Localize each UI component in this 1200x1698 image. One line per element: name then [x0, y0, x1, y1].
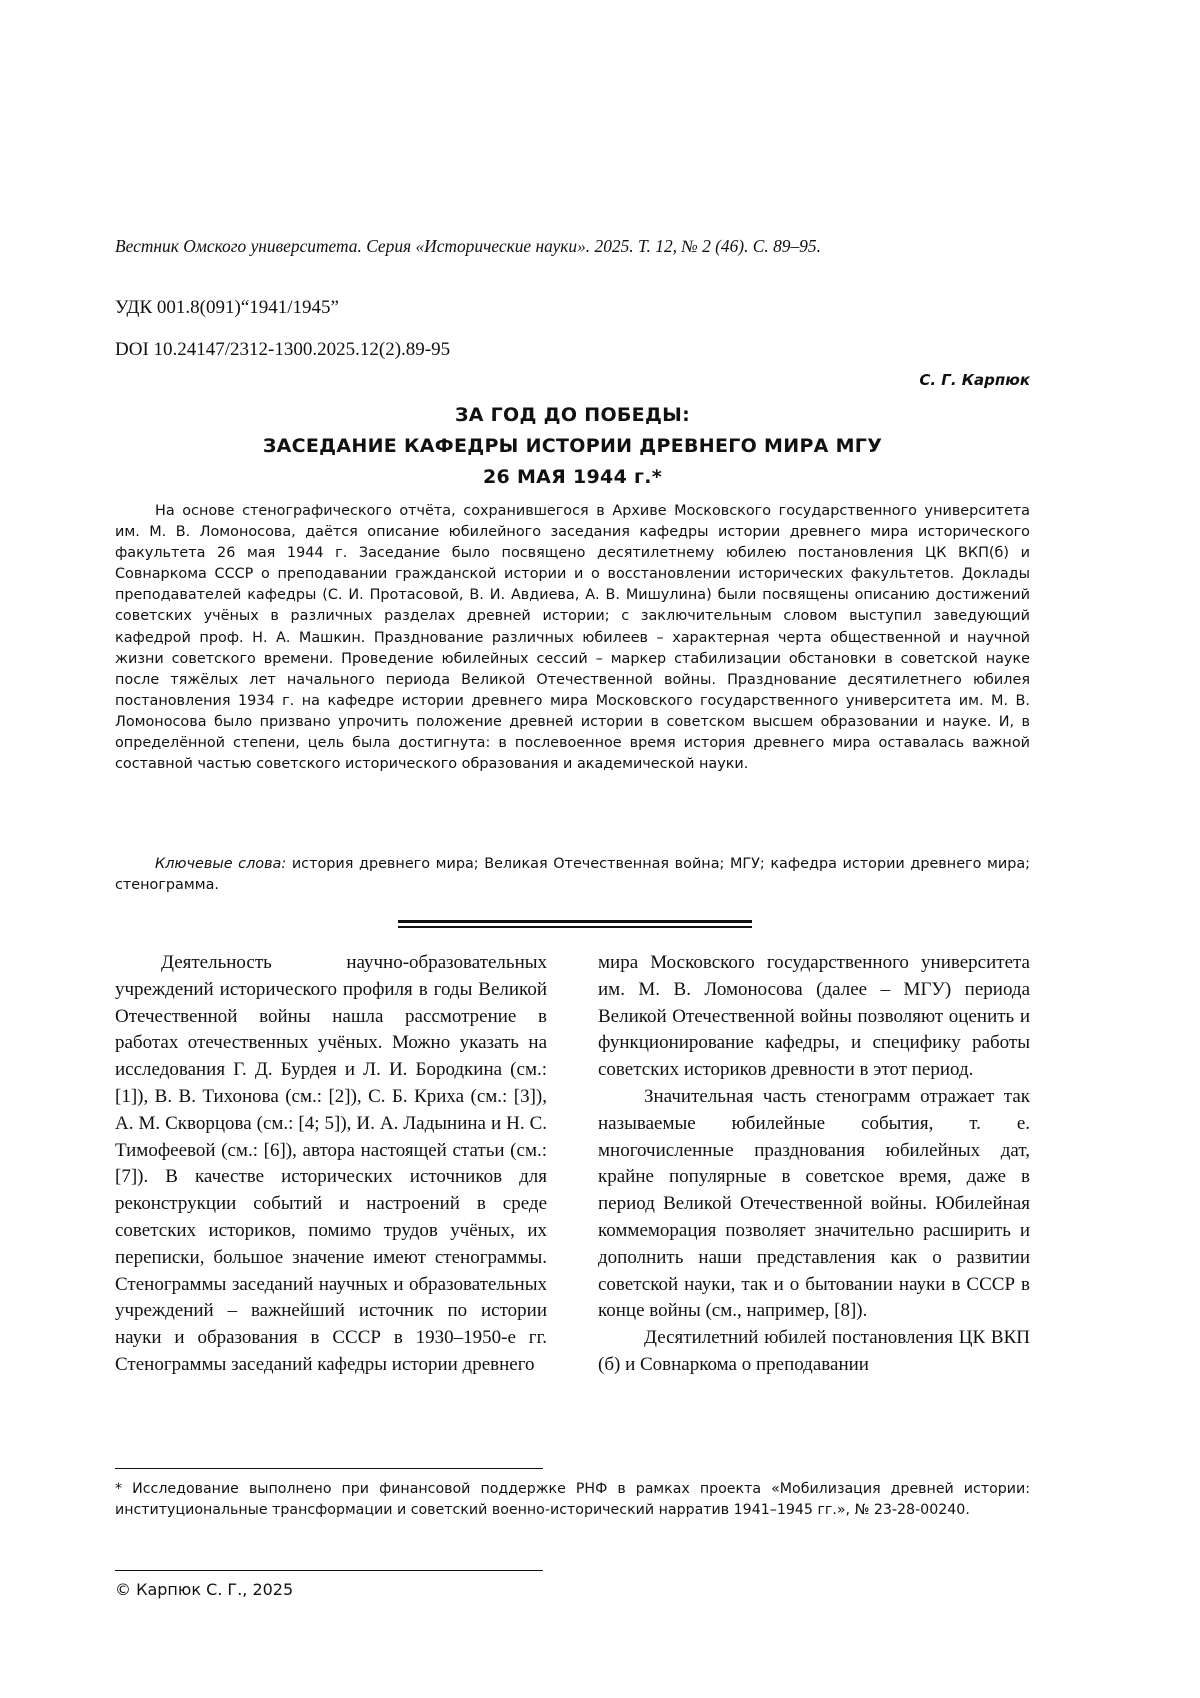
funding-footnote: * Исследование выполнено при финансовой поддержке РНФ в рамках проекта «Мобилизация древней истории: институциональные трансформации и советский военно-исторический нарратив 1941–1945 гг.», № 23-28-00240. [115, 1481, 1030, 1518]
body-paragraph: Значительная часть стенограмм отражает так называемые юбилейные события, т. е. многочисленные празднования юбилейных дат, крайне популярные в советское время, даже в период Великой Отечественной войны. Юбилейная коммеморация позволяет значительно расширить и дополнить наши представления как о развитии советской науки, так и о бытовании науки в СССР в конце войны (см., например, [8]). [598, 1085, 1030, 1322]
footnote-rule [115, 1468, 543, 1469]
udk-code: УДК 001.8(091)“1941/1945” [115, 297, 339, 318]
body-paragraph: Деятельность научно-образовательных учреждений исторического профиля в годы Великой Отечественной войны нашла рассмотрение в работах отечественных учёных. Можно указать на исследования Г. Д. Бурдея и Л. И. Бородкина (см.: [1]), В. В. Тихонова (см.: [2]), С. Б. Криха (см.: [3]), А. М. Скворцова (см.: [4; 5]), И. А. Ладынина и Н. С. Тимофеевой (см.: [6]), автора настоящей статьи (см.: [7]). В качестве исторических источников для реконструкции событий и настроений в среде советских историков, помимо трудов учёных, их переписки, большое значение имеют стенограммы. Стенограммы заседаний научных и образовательных учреждений – важнейший источник по истории науки и образования в СССР в 1930–1950-е гг. Стенограммы заседаний кафедры истории древнего [115, 952, 547, 1375]
article-title-line-1: ЗА ГОД ДО ПОБЕДЫ: [454, 404, 691, 426]
copyright: © Карпюк С. Г., 2025 [115, 1580, 294, 1599]
keywords-text: история древнего мира; Великая Отечественная война; МГУ; кафедра истории древнего мира; стенограмма. [115, 856, 1031, 894]
article-title-line-3: 26 МАЯ 1944 г.* [483, 466, 662, 488]
body-column-left [115, 950, 547, 1379]
body-paragraph: мира Московского государственного университета им. М. В. Ломоносова (далее – МГУ) периода Великой Отечественной войны позволяют оценить и функционирование кафедры, и специфику работы советских историков древности в этот период. [598, 952, 1030, 1081]
body-paragraph: Десятилетний юбилей постановления ЦК ВКП (б) и Совнаркома о преподавании [598, 1327, 1030, 1375]
section-divider [398, 920, 752, 928]
keywords [115, 854, 1030, 896]
keywords-label: Ключевые слова: [155, 856, 287, 872]
body-column-right [598, 950, 1030, 1379]
copyright-rule [115, 1570, 543, 1571]
doi: DOI 10.24147/2312-1300.2025.12(2).89-95 [115, 339, 451, 360]
author-name: С. Г. Карпюк [919, 371, 1030, 389]
article-title-line-2: ЗАСЕДАНИЕ КАФЕДРЫ ИСТОРИИ ДРЕВНЕГО МИРА МГУ [262, 435, 883, 457]
journal-citation: Вестник Омского университета. Серия «Исторические науки». 2025. Т. 12, № 2 (46). С. 89–95. [115, 236, 821, 256]
abstract: На основе стенографического отчёта, сохранившегося в Архиве Московского государственного университета им. М. В. Ломоносова, даётся описание юбилейного заседания кафедры истории древнего мира исторического факультета 26 мая 1944 г. Заседание было посвящено десятилетнему юбилею постановления ЦК ВКП(б) и Совнаркома СССР о преподавании гражданской истории и о восстановлении исторических факультетов. Доклады преподавателей кафедры (С. И. Протасовой, В. И. Авдиева, А. В. Мишулина) были посвящены описанию достижений советских учёных в различных разделах древней истории; с заключительным словом выступил заведующий кафедрой проф. Н. А. Машкин. Празднование различных юбилеев – характерная черта общественной и научной жизни советского времени. Проведение юбилейных сессий – маркер стабилизации обстановки в советской науке после тяжёлых лет начального периода Великой Отечественной войны. Празднование десятилетнего юбилея постановления 1934 г. на кафедре истории древнего мира Московского государственного университета им. М. В. Ломоносова было призвано упрочить положение древней истории в советском высшем образовании и науке. И, в определённой степени, цель была достигнута: в послевоенное время история древнего мира оставалась важной составной частью советского исторического образования и академической науки. [115, 503, 1030, 773]
